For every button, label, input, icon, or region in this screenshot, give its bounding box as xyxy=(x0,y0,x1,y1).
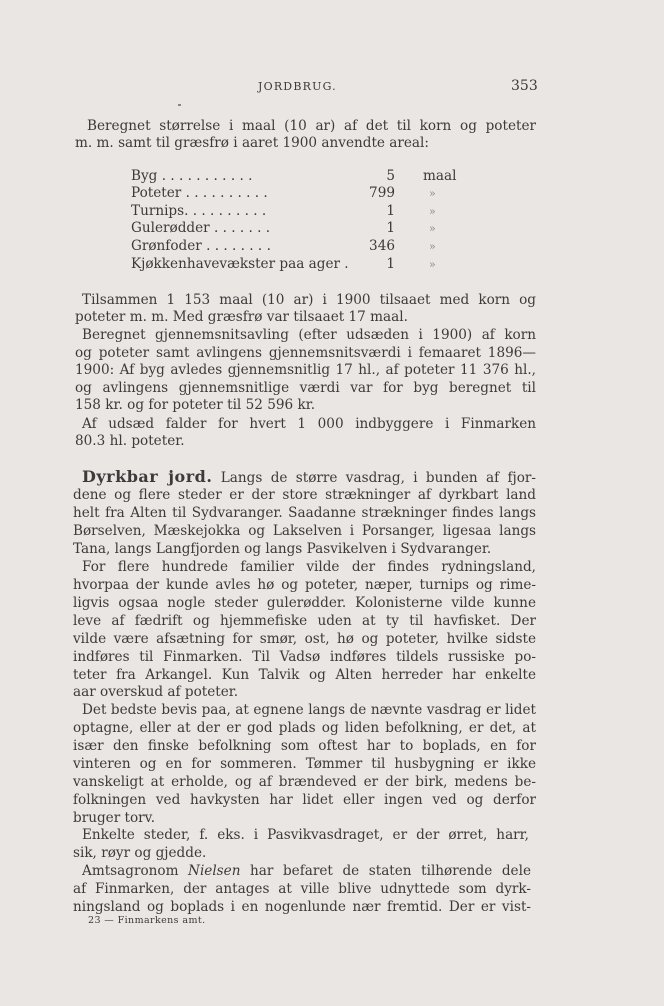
text-line: vanskeligt at erholde, og af brændeved er der birk, medens be- xyxy=(73,774,536,790)
crop-value: 5 xyxy=(386,168,395,184)
text-line: Beregnet gjennemsnitsavling (efter udsæden i 1900) af korn xyxy=(82,327,536,343)
text-line: teter fra Arkangel. Kun Talvik og Alten herreder har enkelte xyxy=(73,667,536,683)
text-line: poteter m. m. Med græsfrø var tilsaaet 17 maal. xyxy=(75,309,408,325)
table-row xyxy=(131,168,461,185)
text-fragment: har befaret de staten tilhørende dele xyxy=(250,863,531,879)
crop-unit: » xyxy=(429,205,436,218)
running-header xyxy=(0,80,664,100)
text-line: leve af fædrift og hjemmefiske uden at ty til havfisket. Der xyxy=(73,613,536,629)
text-line: folkningen ved havkysten har lidet eller ingen ved og derfor xyxy=(73,792,536,808)
text-line: bruger torv. xyxy=(73,810,156,826)
text-line: vilde være afsætning for smør, ost, hø og poteter, hvilke sidste xyxy=(73,631,536,647)
crop-value: 1 xyxy=(386,256,395,272)
text-line: Beregnet størrelse i maal (10 ar) af det til korn og poteter xyxy=(87,118,536,134)
text-line: Af udsæd falder for hvert 1 000 indbyggere i Finmarken xyxy=(82,416,536,432)
crop-value: 1 xyxy=(386,203,395,219)
crop-name: Kjøkkenhavevækster paa ager . xyxy=(131,256,349,272)
text-line: ningsland og boplads i en nogenlunde nær fremtid. Der er vist- xyxy=(73,899,531,915)
crop-unit: » xyxy=(429,187,436,200)
text-line: hvorpaa der kunde avles hø og poteter, næper, turnips og rime- xyxy=(73,577,536,593)
text-line: af Finmarken, der antages at ville blive udnyttede som dyrk- xyxy=(73,881,531,897)
crop-name: Gulerødder . . . . . . . xyxy=(131,220,271,236)
crop-name: Poteter . . . . . . . . . . xyxy=(131,185,268,201)
text-line: 1900: Af byg avledes gjennemsnitlig 17 hl., af poteter 11 376 hl., xyxy=(75,362,536,378)
text-line: dene og flere steder er der store strækninger af dyrkbart land xyxy=(73,487,536,503)
text-line: aar overskud af poteter. xyxy=(73,684,239,700)
table-row xyxy=(131,220,461,237)
text-line: Enkelte steder, f. eks. i Pasvikvasdraget, er der ørret, harr, xyxy=(82,827,529,843)
text-line: Tilsammen 1 153 maal (10 ar) i 1900 tilsaaet med korn og xyxy=(82,292,536,308)
table-row xyxy=(131,203,461,220)
page-number: 353 xyxy=(511,78,538,94)
footer-signature: 23 — Finmarkens amt. xyxy=(88,915,206,926)
section-heading: Dyrkbar jord. xyxy=(82,467,213,486)
crop-unit: » xyxy=(429,240,436,253)
crop-name: Grønfoder . . . . . . . . xyxy=(131,238,271,254)
text-line: For flere hundrede familier vilde der findes rydningsland, xyxy=(82,559,536,575)
text-line xyxy=(82,863,531,880)
text-line: ligvis ogsaa nogle steder gulerødder. Kolonisterne vilde kunne xyxy=(73,595,536,611)
table-row xyxy=(131,185,461,202)
text-line: Tana, langs Langfjorden og langs Pasvikelven i Sydvaranger. xyxy=(73,541,492,557)
text-line: 80.3 hl. poteter. xyxy=(75,433,185,449)
text-line: vinteren og en for sommeren. Tømmer til husbygning er ikke xyxy=(73,756,536,772)
text-line: 158 kr. og for poteter til 52 596 kr. xyxy=(75,397,316,413)
crop-name: Turnips. . . . . . . . . . xyxy=(131,203,267,219)
crop-unit: » xyxy=(429,258,436,271)
crop-value: 346 xyxy=(369,238,395,254)
crop-value: 1 xyxy=(386,220,395,236)
text-line: helt fra Alten til Sydvaranger. Saadanne strækninger findes langs xyxy=(73,505,536,521)
header-title: JORDBRUG. xyxy=(258,80,337,93)
crop-unit: maal xyxy=(423,168,457,184)
text-line: Børselven, Mæskejokka og Lakselven i Porsanger, ligesaa langs xyxy=(73,523,536,539)
text-line: sik, røyr og gjedde. xyxy=(73,845,207,861)
crop-unit: » xyxy=(429,222,436,235)
crop-value: 799 xyxy=(369,185,395,201)
person-name: Nielsen xyxy=(188,863,241,879)
text-line: og avlingens gjennemsnitlige værdi var for byg beregnet til xyxy=(75,380,536,396)
print-speck xyxy=(178,104,181,106)
text-line: og poteter samt avlingens gjennemsnitsværdi i femaaret 1896— xyxy=(75,345,536,361)
text-line: optagne, eller at der er god plads og liden befolkning, er det, at xyxy=(73,720,536,736)
crop-name: Byg . . . . . . . . . . . xyxy=(131,168,253,184)
text-fragment: Amtsagronom xyxy=(82,863,179,879)
text-line: især den finske befolkning som oftest har to boplads, en for xyxy=(73,738,536,754)
table-row xyxy=(131,256,461,273)
text-line: Langs de større vasdrag, i bunden af fjor- xyxy=(220,470,537,486)
text-line: m. m. samt til græsfrø i aaret 1900 anvendte areal: xyxy=(75,135,429,151)
text-line: indføres til Finmarken. Til Vadsø indføres tildels russiske po- xyxy=(73,649,536,665)
text-line: Det bedste bevis paa, at egnene langs de nævnte vasdrag er lidet xyxy=(82,702,536,718)
table-row xyxy=(131,238,461,255)
section-first-line xyxy=(82,468,536,487)
